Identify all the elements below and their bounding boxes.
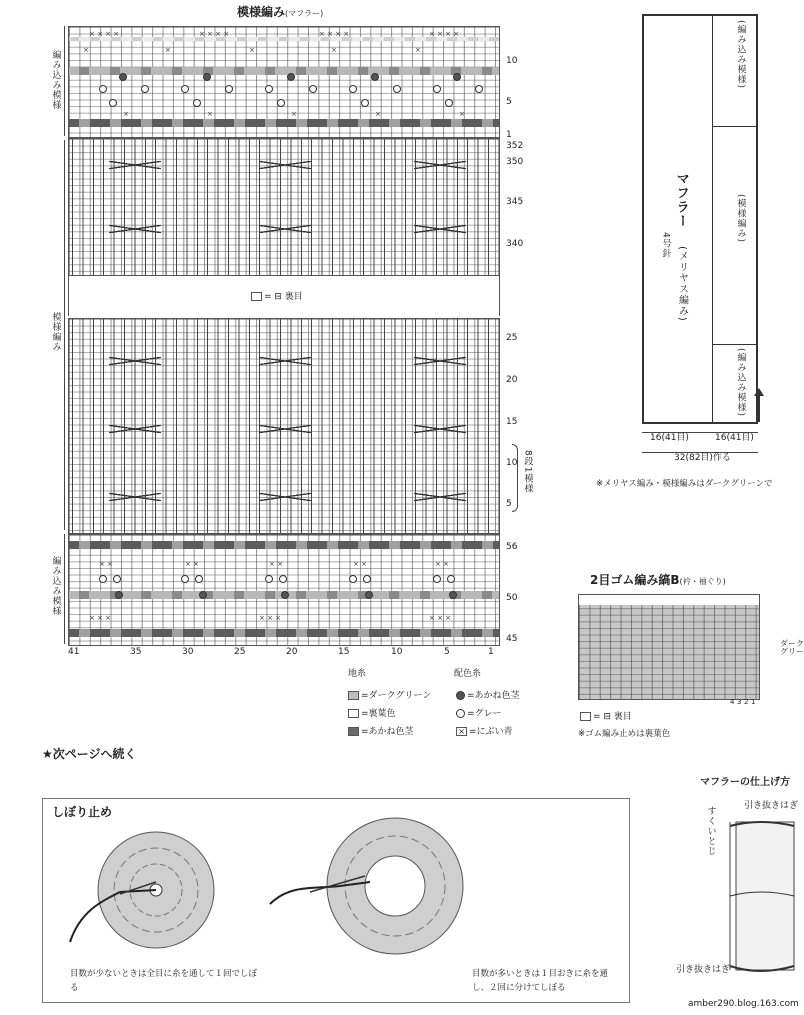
knit-direction-arrow bbox=[758, 394, 760, 422]
watermark: amber290.blog.163.com bbox=[688, 999, 799, 1009]
repeat-note: 8段1模様 bbox=[522, 450, 533, 494]
row-number: 20 bbox=[506, 375, 518, 385]
dim-total: 32(82目)作る bbox=[674, 453, 731, 463]
row-number: 50 bbox=[506, 593, 518, 603]
row-number: 1 bbox=[506, 130, 512, 140]
row-number: 352 bbox=[506, 141, 524, 151]
shibori-illustration-left bbox=[60, 822, 250, 962]
shibori-illustration-right bbox=[265, 814, 465, 964]
colorwork-chart-bottom: × × × × × × × × × × × × × × × × × × × bbox=[68, 534, 500, 646]
finish-illustration bbox=[720, 816, 800, 976]
col-number: 3 bbox=[737, 698, 742, 706]
scarf-note: ※メリヤス編み・模様編みはダークグリーンで bbox=[596, 479, 773, 489]
rib-side-label: ダーク グリー bbox=[780, 639, 804, 656]
col-number: 30 bbox=[182, 647, 194, 657]
dim-left: 16(41目) bbox=[650, 433, 689, 443]
row-number: 5 bbox=[506, 97, 512, 107]
row-number: 350 bbox=[506, 157, 524, 167]
row-number: 345 bbox=[506, 197, 524, 207]
chart-title: 模様編み(マフラー) bbox=[237, 5, 324, 19]
legend-akane-dot: =あかね色茎 bbox=[456, 688, 520, 701]
row-number: 10 bbox=[506, 458, 518, 468]
row-number: 45 bbox=[506, 634, 518, 644]
row-number: 340 bbox=[506, 239, 524, 249]
purl-legend-main: = ⊟ 裏目 bbox=[251, 292, 303, 302]
cable-chart-upper bbox=[68, 138, 500, 276]
finish-label-top: 引き抜きはぎ bbox=[744, 801, 799, 811]
row-number: 25 bbox=[506, 333, 518, 343]
col-number: 2 bbox=[744, 698, 749, 706]
dim-right: 16(41目) bbox=[715, 433, 754, 443]
side-label-bottom: 編み込み模様 bbox=[50, 556, 61, 616]
needle-size: 4号針 bbox=[660, 232, 671, 259]
shibori-title: しぼり止め bbox=[52, 805, 113, 819]
col-number: 4 bbox=[730, 698, 735, 706]
legend-akane: =あかね色茎 bbox=[348, 724, 414, 737]
rib-title: 2目ゴム編み縞B(衿・袖ぐり) bbox=[590, 573, 726, 587]
col-number: 20 bbox=[286, 647, 298, 657]
legend-urahairo: =裏葉色 bbox=[348, 706, 396, 719]
finish-label-bottom: 引き抜きはぎ bbox=[676, 965, 731, 975]
continue-note: ★次ページへ続く bbox=[42, 747, 137, 761]
row-number: 5 bbox=[506, 499, 512, 509]
legend-grey-dot: =グレー bbox=[456, 706, 502, 719]
side-label-top: 編み込み模様 bbox=[50, 50, 61, 110]
ground-title: 地糸 bbox=[348, 669, 367, 679]
finish-title: マフラーの仕上げ方 bbox=[700, 777, 790, 788]
rib-chart bbox=[578, 594, 760, 700]
scarf-subtitle: (メリヤス編み) bbox=[676, 246, 688, 322]
scarf-mid-label: (模様編み) bbox=[735, 194, 746, 244]
shibori-caption-left: 目数が少ないときは全目に糸を通して１回でしぼる bbox=[70, 969, 258, 993]
side-label-middle: 模様編み bbox=[50, 312, 61, 352]
finish-label-side: すくいとじ bbox=[705, 806, 716, 856]
legend-dull-blue: × =にぶい青 bbox=[456, 724, 513, 737]
cable-chart-lower bbox=[68, 318, 500, 534]
shibori-caption-right: 目数が多いときは１目おきに糸を通し、２回に分けてしぼる bbox=[472, 969, 609, 993]
col-number: 41 bbox=[68, 647, 80, 657]
col-number: 35 bbox=[130, 647, 142, 657]
row-number: 10 bbox=[506, 56, 518, 66]
scarf-bottom-label: (編み込み模様) bbox=[735, 348, 746, 418]
row-number: 15 bbox=[506, 417, 518, 427]
col-number: 10 bbox=[391, 647, 403, 657]
col-number: 1 bbox=[751, 698, 756, 706]
color-title: 配色糸 bbox=[454, 669, 482, 679]
colorwork-chart-top: × × × × × × × × × × × × × × × × × × × × × × × × × × bbox=[68, 26, 500, 138]
col-number: 1 bbox=[488, 647, 494, 657]
row-number: 56 bbox=[506, 542, 518, 552]
chart-break bbox=[68, 276, 500, 316]
col-number: 15 bbox=[338, 647, 350, 657]
legend-dark-green: =ダークグリーン bbox=[348, 688, 431, 701]
purl-legend-rib: = ⊟ 裏目 bbox=[580, 712, 632, 722]
scarf-title: マフラー bbox=[673, 172, 689, 228]
scarf-top-label: (編み込み模様) bbox=[735, 20, 746, 90]
col-number: 25 bbox=[234, 647, 246, 657]
rib-note: ※ゴム編み止めは裏葉色 bbox=[578, 729, 671, 739]
col-number: 5 bbox=[444, 647, 450, 657]
